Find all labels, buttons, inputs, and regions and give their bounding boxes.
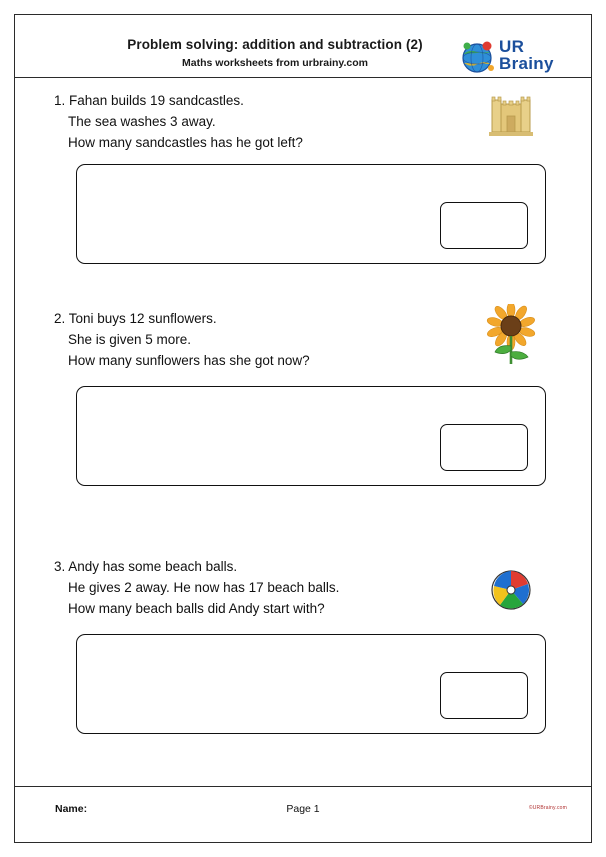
sandcastle-icon xyxy=(483,86,539,148)
logo-wordmark xyxy=(499,38,554,72)
question-3-text xyxy=(54,556,339,619)
answer-result-box-2[interactable] xyxy=(440,424,528,471)
answer-box-3[interactable] xyxy=(76,634,546,734)
globe-icon xyxy=(457,37,497,77)
copyright-text: ©URBrainy.com xyxy=(528,805,567,811)
answer-box-2[interactable] xyxy=(76,386,546,486)
question-2-text xyxy=(54,308,310,371)
urbrainy-logo xyxy=(457,37,575,79)
question-1-line-1: 1. Fahan builds 19 sandcastles. xyxy=(54,93,244,108)
page-subtitle: Maths worksheets from urbrainy.com xyxy=(182,57,368,69)
question-3-line-2: He gives 2 away. He now has 17 beach balls. xyxy=(68,580,340,595)
logo-line-1: UR xyxy=(499,37,525,56)
beach-ball-icon xyxy=(483,562,539,624)
name-label: Name: xyxy=(55,803,88,815)
question-3-line-1: 3. Andy has some beach balls. xyxy=(54,559,238,574)
question-1-line-2: The sea washes 3 away. xyxy=(68,114,216,129)
question-1-text xyxy=(54,90,303,153)
question-2-line-2: She is given 5 more. xyxy=(68,332,192,347)
page-title: Problem solving: addition and subtraction (2) xyxy=(127,37,423,52)
sunflower-icon xyxy=(483,304,539,366)
answer-result-box-3[interactable] xyxy=(440,672,528,719)
answer-result-box-1[interactable] xyxy=(440,202,528,249)
page-number: Page 1 xyxy=(286,803,320,815)
question-2-line-1: 2. Toni buys 12 sunflowers. xyxy=(54,311,217,326)
question-1-line-3: How many sandcastles has he got left? xyxy=(68,135,303,150)
logo-line-2: Brainy xyxy=(499,54,554,73)
question-3-line-3: How many beach balls did Andy start with? xyxy=(68,601,325,616)
question-2-line-3: How many sunflowers has she got now? xyxy=(68,353,310,368)
answer-box-1[interactable] xyxy=(76,164,546,264)
page-header xyxy=(15,15,591,78)
page-footer xyxy=(15,786,591,842)
